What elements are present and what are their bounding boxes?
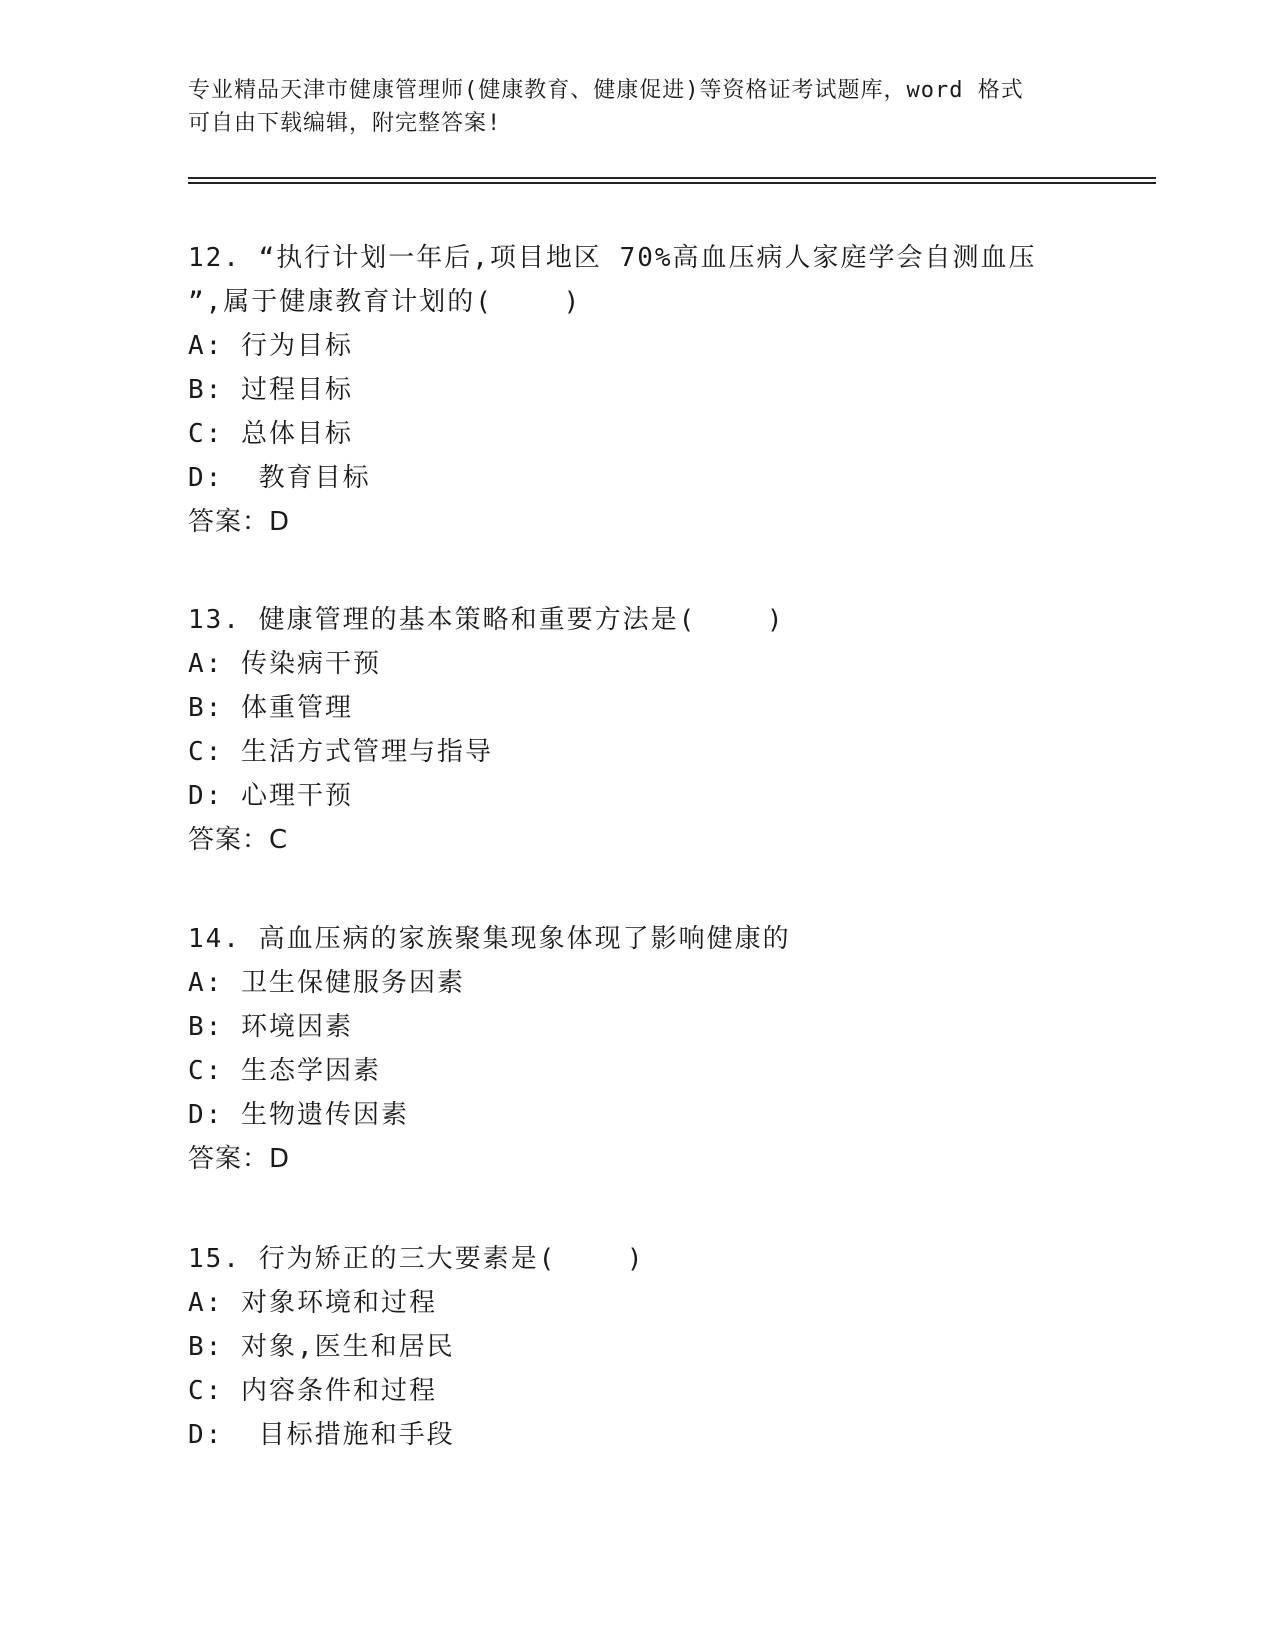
- answer: 答案：C: [188, 825, 289, 855]
- option-c: C: 生态学因素: [188, 1056, 381, 1086]
- question-stem-continued: ”,属于健康教育计划的( ): [188, 287, 582, 317]
- question-13: [188, 598, 1088, 862]
- question-stem: 12. “执行计划一年后,项目地区 70%高血压病人家庭学会自测血压: [188, 243, 1037, 273]
- question-12: [188, 236, 1088, 544]
- option-d: D: 教育目标: [188, 463, 371, 493]
- option-b: B: 环境因素: [188, 1012, 353, 1042]
- header-divider-bottom: [188, 182, 1156, 184]
- option-c: C: 生活方式管理与指导: [188, 737, 493, 767]
- question-15: [188, 1237, 1088, 1457]
- question-stem: 14. 高血压病的家族聚集现象体现了影响健康的: [188, 924, 791, 954]
- document-header: [188, 74, 1088, 140]
- header-divider-top: [188, 177, 1156, 179]
- option-d: D: 目标措施和手段: [188, 1420, 455, 1450]
- header-line-2: 可自由下载编辑，附完整答案!: [188, 111, 502, 136]
- option-d: D: 心理干预: [188, 781, 353, 811]
- option-b: B: 过程目标: [188, 375, 353, 405]
- answer: 答案：D: [188, 507, 291, 537]
- option-c: C: 内容条件和过程: [188, 1376, 437, 1406]
- option-b: B: 体重管理: [188, 693, 353, 723]
- question-stem: 15. 行为矫正的三大要素是( ): [188, 1244, 645, 1274]
- option-c: C: 总体目标: [188, 419, 353, 449]
- option-b: B: 对象,医生和居民: [188, 1332, 455, 1362]
- question-stem: 13. 健康管理的基本策略和重要方法是( ): [188, 605, 785, 635]
- option-a: A: 传染病干预: [188, 649, 381, 679]
- question-14: [188, 917, 1088, 1181]
- option-a: A: 行为目标: [188, 331, 353, 361]
- option-a: A: 对象环境和过程: [188, 1288, 437, 1318]
- option-a: A: 卫生保健服务因素: [188, 968, 465, 998]
- header-line-1: 专业精品天津市健康管理师(健康教育、健康促进)等资格证考试题库，word 格式: [188, 78, 1024, 103]
- option-d: D: 生物遗传因素: [188, 1100, 409, 1130]
- answer: 答案：D: [188, 1144, 291, 1174]
